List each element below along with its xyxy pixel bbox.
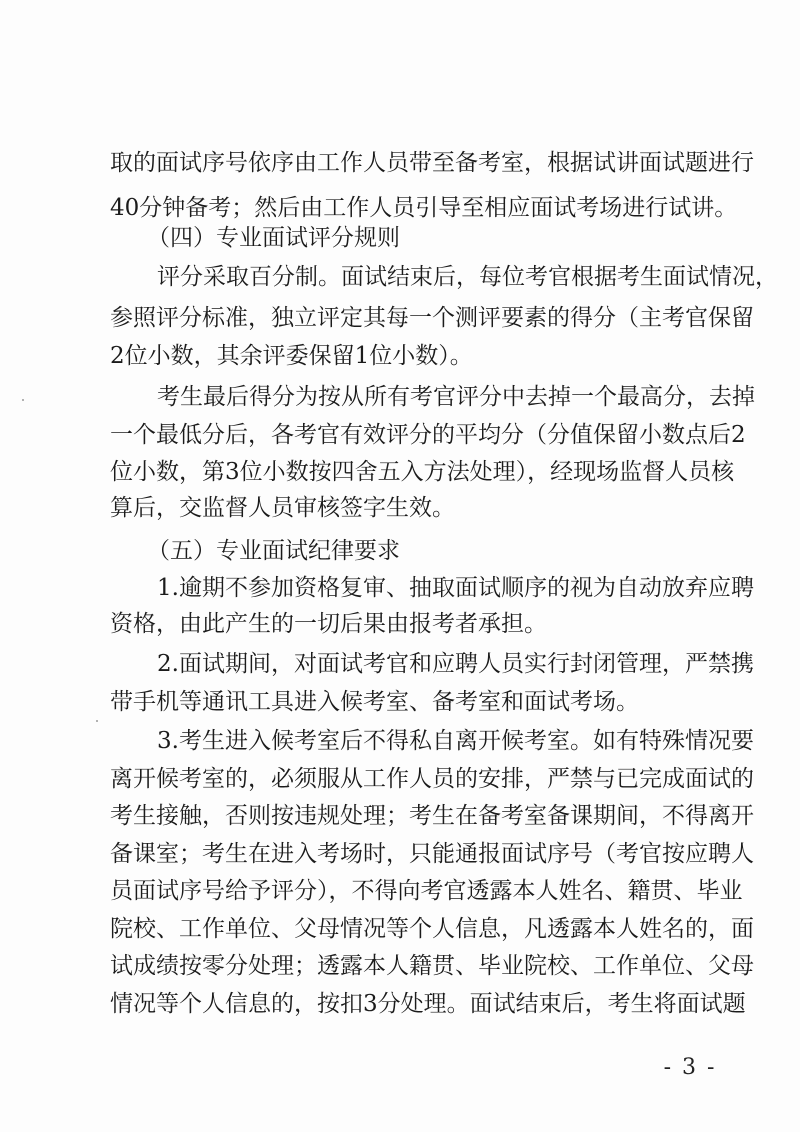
- section-heading: （五）专业面试纪律要求: [147, 538, 400, 564]
- body-text-line: 算后，交监督人员审核签字生效。: [110, 495, 455, 521]
- scan-speck: [96, 720, 98, 722]
- body-text-line: 取的面试序号依序由工作人员带至备考室，根据试讲面试题进行: [110, 150, 754, 176]
- body-text-line: 资格，由此产生的一切后果由报考者承担。: [110, 611, 547, 637]
- body-text-line: 员面试序号给予评分），不得向考官透露本人姓名、籍贯、毕业: [110, 878, 743, 904]
- body-text-line: 一个最低分后，各考官有效评分的平均分（分值保留小数点后2: [110, 422, 746, 448]
- scan-speck: [22, 399, 24, 401]
- body-text-line: 情况等个人信息的，按扣3分处理。面试结束后，考生将面试题: [110, 991, 746, 1017]
- body-text-line: 参照评分标准，独立评定其每一个测评要素的得分（主考官保留: [110, 305, 754, 331]
- body-text-line: 位小数，第3位小数按四舍五入方法处理），经现场监督人员核: [110, 459, 735, 485]
- body-text-line: 2.面试期间，对面试考官和应聘人员实行封闭管理，严禁携: [157, 651, 754, 677]
- body-text-line: 3.考生进入候考室后不得私自离开候考室。如有特殊情况要: [157, 728, 754, 754]
- body-text-line: 1.逾期不参加资格复审、抽取面试顺序的视为自动放弃应聘: [157, 575, 754, 601]
- body-text-line: 备课室；考生在进入考场时，只能通报面试序号（考官按应聘人: [110, 841, 754, 867]
- body-text-line: 40分钟备考；然后由工作人员引导至相应面试考场进行试讲。: [110, 195, 738, 221]
- page-number: - 3 -: [663, 1055, 717, 1080]
- body-text-line: 带手机等通讯工具进入候考室、备考室和面试考场。: [110, 689, 639, 715]
- body-text-line: 离开候考室的，必须服从工作人员的安排，严禁与已完成面试的: [110, 766, 754, 792]
- body-text-line: 考生接触，否则按违规处理；考生在备考室备课期间，不得离开: [110, 803, 754, 829]
- section-heading: （四）专业面试评分规则: [147, 225, 400, 251]
- body-text-line: 评分采取百分制。面试结束后，每位考官根据考生面试情况，: [157, 264, 778, 290]
- body-text-line: 2位小数，其余评委保留1位小数）。: [110, 343, 473, 369]
- body-text-line: 院校、工作单位、父母情况等个人信息，凡透露本人姓名的，面: [110, 916, 754, 942]
- body-text-line: 考生最后得分为按从所有考官评分中去掉一个最高分，去掉: [157, 384, 755, 410]
- body-text-line: 试成绩按零分处理；透露本人籍贯、毕业院校、工作单位、父母: [110, 953, 754, 979]
